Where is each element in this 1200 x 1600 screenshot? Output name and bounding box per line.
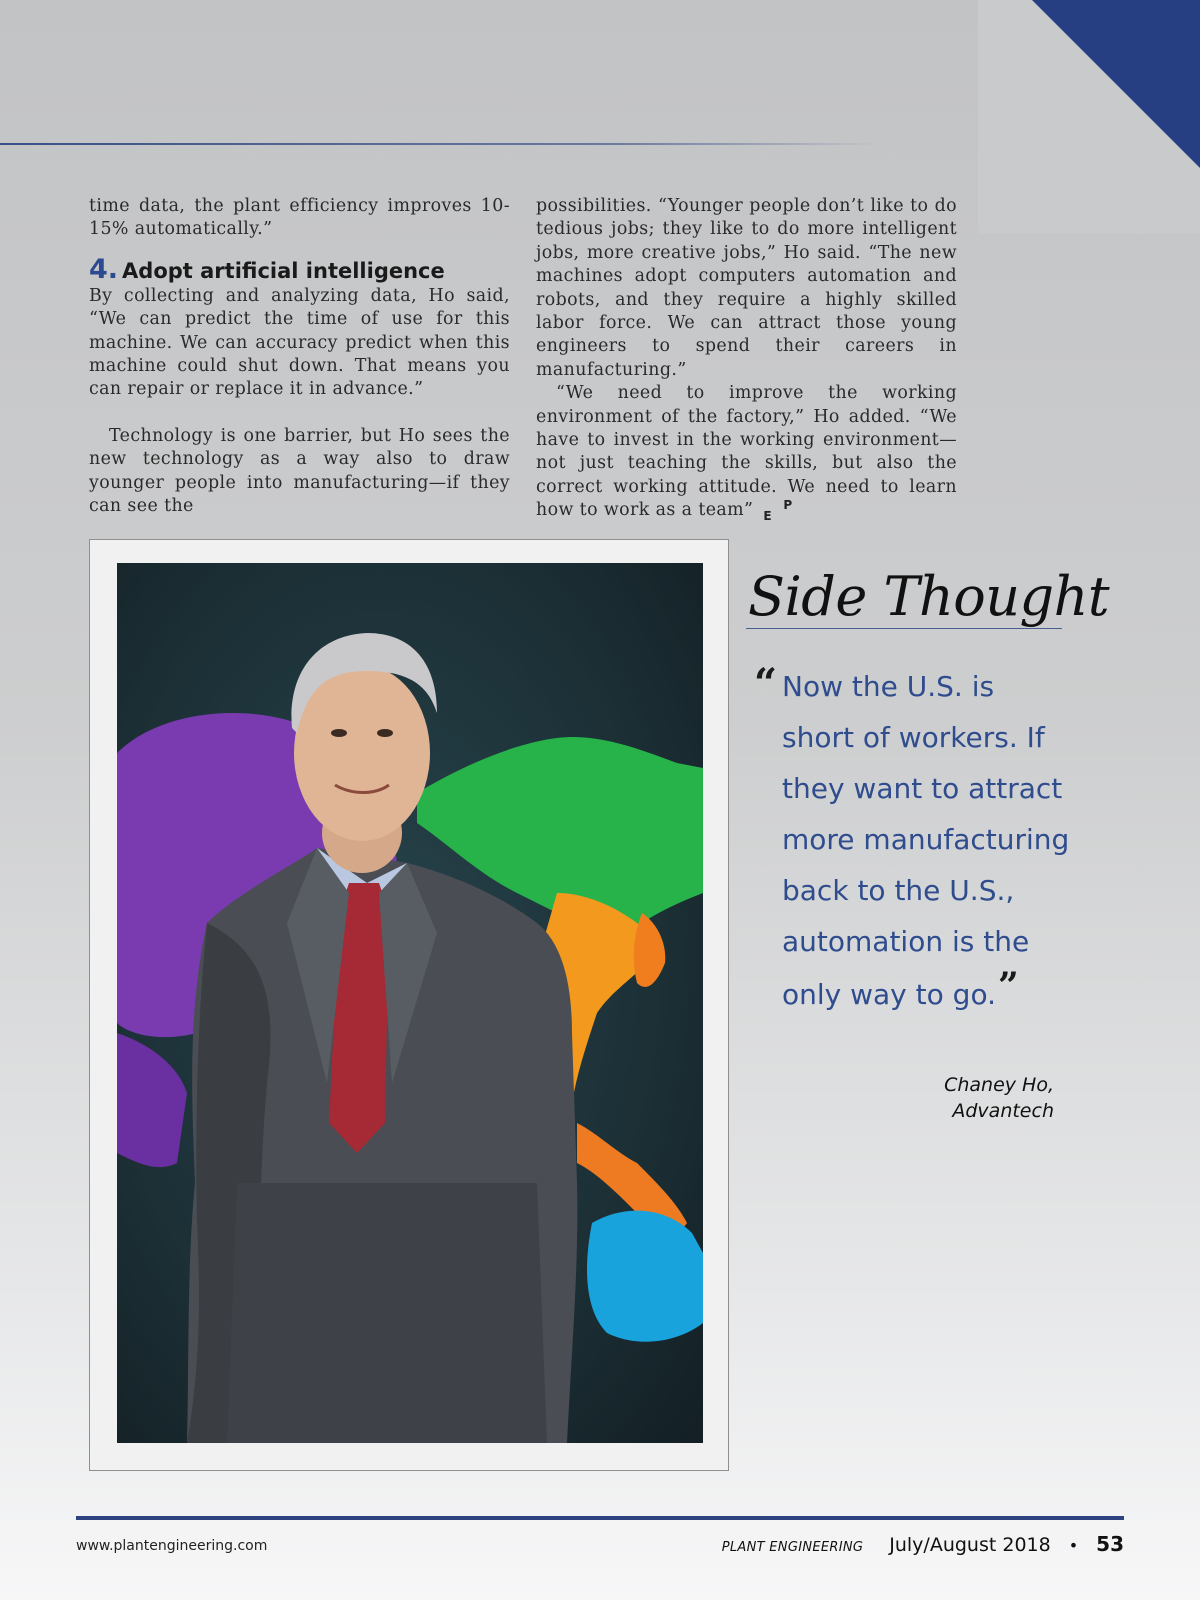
top-rule — [0, 143, 880, 145]
eye-right — [377, 729, 393, 737]
footer-url[interactable]: www.plantengineering.com — [76, 1538, 268, 1554]
close-quote-mark: ” — [997, 965, 1019, 1007]
corner-triangle-decoration — [1032, 0, 1200, 168]
article-right-column — [536, 195, 957, 523]
page-number: 53 — [1096, 1532, 1124, 1556]
footer-issue-info — [722, 1530, 1124, 1562]
trousers — [227, 1183, 547, 1443]
quote-attribution-org: Advantech — [952, 1100, 1054, 1122]
paragraph-spacer — [89, 402, 510, 425]
paragraph: Technology is one barrier, but Ho sees the new technology as a way also to draw younger people into manufacturing—if they can see the — [89, 425, 510, 517]
paragraph-text: “We need to improve the working environment of the factory,” Ho added. “We have to invest in the working environment—not just teaching the skills, but also the correct working attitude. We need to learn how to work as a team” — [536, 383, 957, 521]
paragraph — [536, 382, 957, 522]
map-region-americas-south — [117, 1033, 187, 1167]
portrait-photo — [117, 563, 703, 1443]
end-of-article-mark: P E — [763, 497, 793, 523]
paragraph: By collecting and analyzing data, Ho said, “We can predict the time of use for this machine. We can accuracy predict when this machine could shut down. That means you can repair or replace it in advance.” — [89, 285, 510, 400]
sidebar-title: Side Thought — [748, 565, 1110, 628]
magazine-name: PLANT ENGINEERING — [721, 1540, 864, 1555]
portrait-illustration — [117, 563, 703, 1443]
map-region-australia — [587, 1211, 703, 1342]
paragraph: possibilities. “Younger people don’t like to do tedious jobs; they like to do more intelligent jobs, more creative jobs,” Ho said. “The new machines adopt computers automation and robots, and they require a highly skilled labor force. We can attract those young engineers to spend their careers in manufacturing.” — [536, 196, 957, 380]
eye-left — [331, 729, 347, 737]
footer-rule — [76, 1516, 1124, 1520]
pull-quote-text: Now the U.S. is short of workers. If they want to attract more manufacturing back to the U.S., automation is the only way to go. — [782, 670, 1070, 1011]
footer-bullet: • — [1068, 1536, 1079, 1555]
article-left-column — [89, 195, 510, 518]
section-heading — [89, 253, 510, 285]
open-quote-mark: “ — [754, 660, 778, 707]
issue-date: July/August 2018 — [889, 1534, 1051, 1556]
paragraph: time data, the plant efficiency improves 10-15% automatically.” — [89, 196, 510, 240]
quote-attribution-name: Chaney Ho, — [944, 1074, 1054, 1096]
map-region-japan — [634, 913, 666, 987]
pull-quote — [782, 661, 1072, 1020]
section-heading-text: Adopt artificial intelligence — [122, 258, 445, 283]
sidebar-title-rule — [746, 628, 1062, 629]
section-number: 4. — [89, 253, 119, 285]
